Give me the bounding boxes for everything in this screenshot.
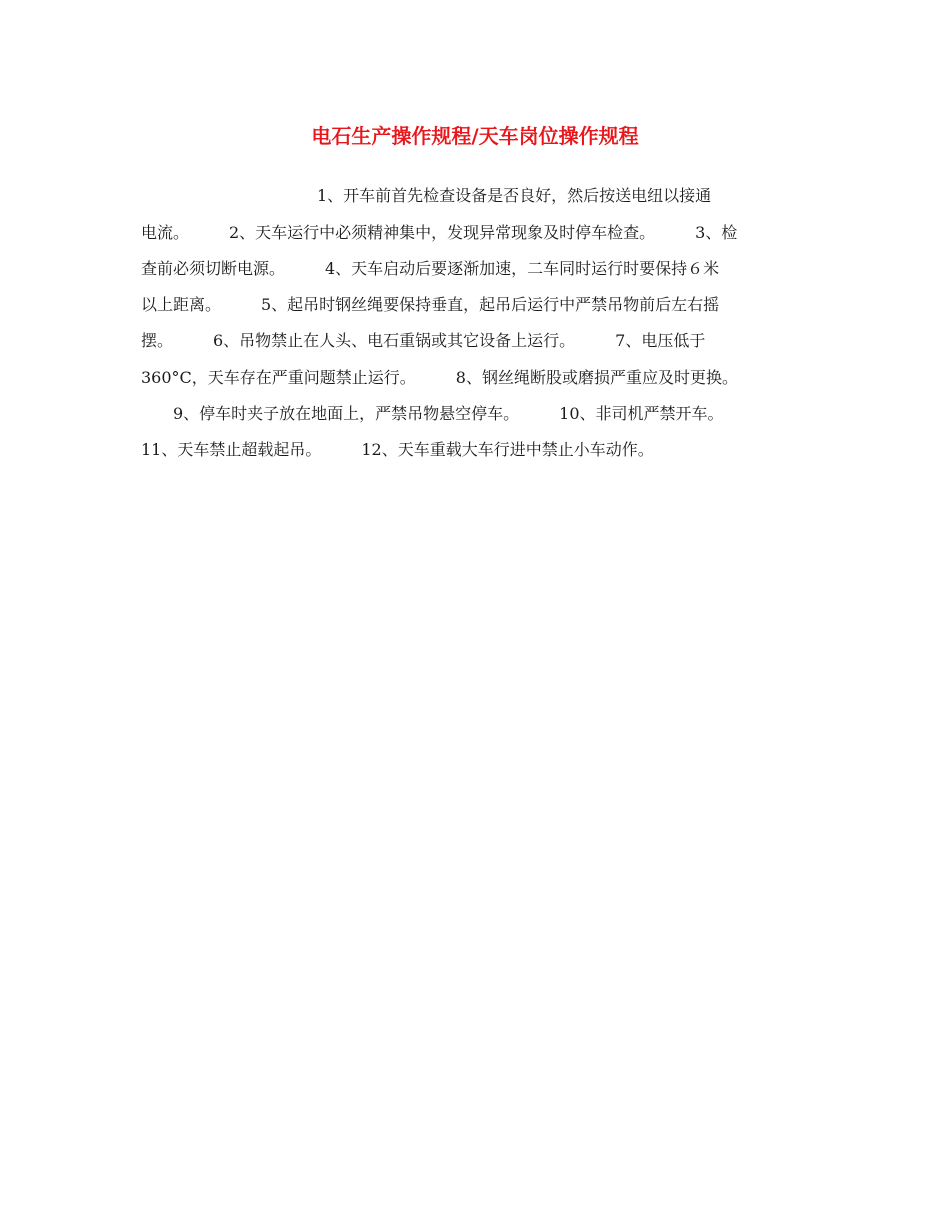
body-line: 11、天车禁止超载起吊。 12、天车重载大车行进中禁止小车动作。	[141, 440, 654, 459]
document-title: 电石生产操作规程/天车岗位操作规程	[311, 124, 639, 148]
body-line: 电流。 2、天车运行中必须精神集中，发现异常现象及时停车检查。 3、检	[141, 223, 738, 242]
body-line: 9、停车时夹子放在地面上，严禁吊物悬空停车。 10、非司机严禁开车。	[141, 404, 724, 423]
body-line: 以上距离。 5、起吊时钢丝绳要保持垂直，起吊后运行中严禁吊物前后左右摇	[141, 295, 720, 314]
body-line: 摆。 6、吊物禁止在人头、电石重锅或其它设备上运行。 7、电压低于	[141, 331, 706, 350]
body-line: 360°C，天车存在严重问题禁止运行。 8、钢丝绳断股或磨损严重应及时更换。	[141, 368, 738, 387]
body-line: 1、开车前首先检查设备是否良好，然后按送电纽以接通	[141, 186, 712, 205]
body-line: 查前必须切断电源。 4、天车启动后要逐渐加速，二车同时运行时要保持６米	[141, 259, 720, 278]
